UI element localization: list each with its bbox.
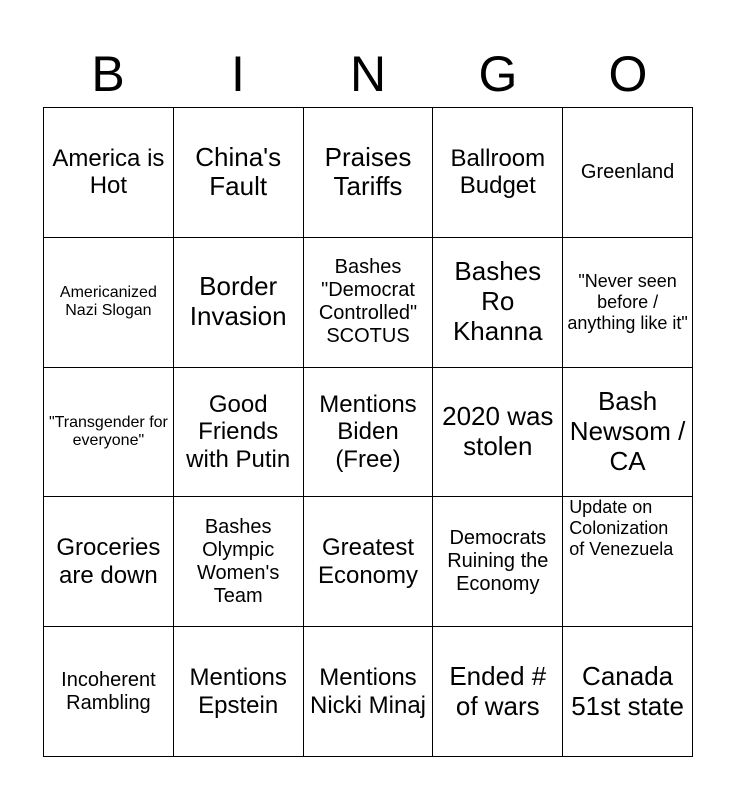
bingo-cell-r1-c1[interactable]: [44, 108, 174, 238]
cell-label: Canada 51st state: [571, 660, 684, 721]
cell-label: Mentions Epstein: [189, 664, 287, 719]
cell-label: Greatest Economy: [317, 534, 419, 589]
bingo-cell-r1-c4[interactable]: [433, 108, 563, 238]
cell-label: Praises Tariffs: [324, 141, 412, 202]
bingo-cell-r3-c4[interactable]: [433, 368, 563, 498]
bingo-cell-r1-c3[interactable]: [304, 108, 434, 238]
bingo-cell-r4-c3[interactable]: [304, 497, 434, 627]
cell-label: "Never seen before / anything like it": [567, 271, 688, 333]
bingo-cell-r4-c2[interactable]: [174, 497, 304, 627]
bingo-cell-r5-c1[interactable]: [44, 627, 174, 757]
cell-label: Incoherent Rambling: [61, 668, 156, 714]
bingo-cell-r2-c5[interactable]: [563, 238, 693, 368]
bingo-cell-r2-c3[interactable]: [304, 238, 434, 368]
cell-label: Ballroom Budget: [450, 144, 546, 200]
bingo-cell-r2-c2[interactable]: [174, 238, 304, 368]
cell-label: Bashes "Democrat Controlled" SCOTUS: [318, 256, 418, 348]
bingo-cell-r1-c2[interactable]: [174, 108, 304, 238]
bingo-cell-r3-c2[interactable]: [174, 368, 304, 498]
bingo-cell-r5-c5[interactable]: [563, 627, 693, 757]
bingo-cell-r3-c5[interactable]: [563, 368, 693, 498]
cell-label: Bashes Ro Khanna: [452, 256, 543, 347]
bingo-cell-r4-c4[interactable]: [433, 497, 563, 627]
cell-label: Ended # of wars: [449, 660, 547, 721]
cell-label: Americanized Nazi Slogan: [59, 283, 157, 320]
header-letter-b: B: [91, 46, 125, 102]
cell-label: Bash Newsom / CA: [569, 386, 686, 476]
header-letter-i: I: [231, 46, 245, 102]
header-letter-o: O: [608, 46, 648, 102]
cell-label: Update on Colonization of Venezuela: [569, 497, 674, 559]
cell-label: Border Invasion: [189, 271, 287, 332]
bingo-cell-r2-c1[interactable]: [44, 238, 174, 368]
cell-label: Groceries are down: [56, 534, 161, 589]
bingo-cell-r3-c1[interactable]: [44, 368, 174, 498]
cell-label: "Transgender for everyone": [48, 413, 168, 449]
bingo-cell-r5-c3[interactable]: [304, 627, 434, 757]
bingo-cell-r5-c2[interactable]: [174, 627, 304, 757]
bingo-board: [43, 107, 693, 757]
cell-label: America is Hot: [52, 144, 165, 200]
cell-label: Good Friends with Putin: [186, 390, 291, 473]
header-letter-g: G: [478, 46, 518, 102]
cell-label: Mentions Biden (Free): [319, 390, 417, 473]
bingo-cell-r5-c4[interactable]: [433, 627, 563, 757]
bingo-cell-r4-c1[interactable]: [44, 497, 174, 627]
bingo-cell-r3-c3[interactable]: [304, 368, 434, 498]
cell-label: Bashes Olympic Women's Team: [197, 515, 280, 607]
cell-label: Greenland: [580, 160, 675, 183]
cell-label: China's Fault: [195, 141, 282, 202]
cell-label: 2020 was stolen: [442, 401, 554, 461]
bingo-cell-r2-c4[interactable]: [433, 238, 563, 368]
bingo-header: [43, 44, 693, 104]
cell-label: Democrats Ruining the Economy: [447, 527, 549, 596]
bingo-cell-r1-c5[interactable]: [563, 108, 693, 238]
bingo-cell-r4-c5[interactable]: [563, 497, 693, 627]
cell-label: Mentions Nicki Minaj: [309, 664, 426, 719]
header-letter-n: N: [349, 46, 387, 102]
